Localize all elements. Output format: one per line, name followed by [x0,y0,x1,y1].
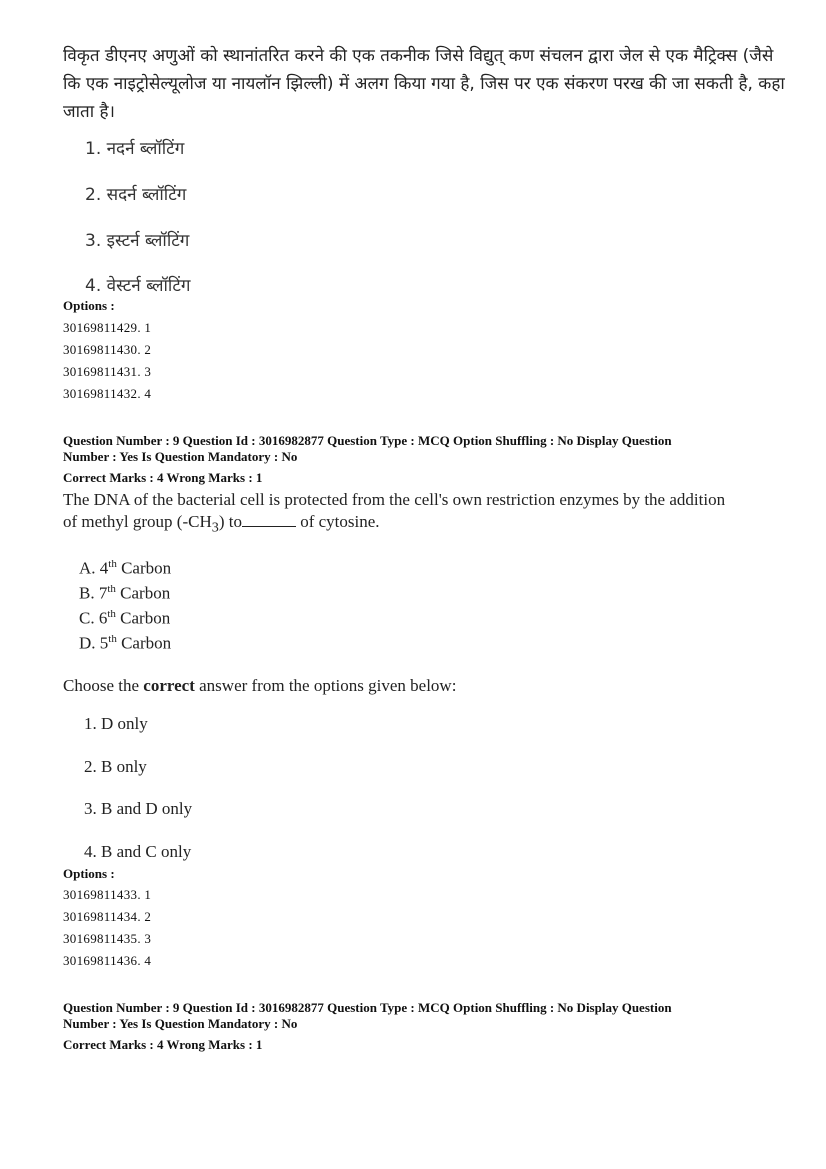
question-8-options-label: Options : [63,298,115,313]
question-8-choice-4: 4. वेस्टर्न ब्लॉटिंग [85,276,191,296]
choice-b-sup: th [107,583,116,595]
choice-c-sup: th [107,608,116,620]
question-9-option-id-1: 30169811433. 1 [63,887,152,902]
question-9-option-id-2: 30169811434. 2 [63,909,152,924]
question-9-choice-c [79,608,170,629]
choice-d-sup: th [108,633,117,645]
question-8-choice-1: 1. नदर्न ब्लॉटिंग [85,139,185,159]
choice-b-post: Carbon [115,583,171,603]
question-10-meta [63,1000,793,1032]
instruction-post: answer from the options given below: [194,676,457,695]
question-10-meta-line-1: Question Number : 9 Question Id : 3016982877 Question Type : MCQ Option Shuffling : No Display Question [63,1000,672,1015]
q9-text-post: of cytosine. [295,512,380,531]
question-9-option-id-4: 30169811436. 4 [63,953,152,968]
question-9-meta-line-2: Number : Yes Is Question Mandatory : No [63,449,298,464]
question-8-option-id-4: 30169811432. 4 [63,386,152,401]
choice-a-sup: th [108,558,117,570]
question-9-text [63,489,793,538]
question-9-marks: Correct Marks : 4 Wrong Marks : 1 [63,470,263,485]
question-9-choice-b [79,583,170,604]
question-8-choice-2: 2. सदर्न ब्लॉटिंग [85,185,187,205]
question-9-choice-d [79,633,171,654]
question-8-text: विकृत डीएनए अणुओं को स्थानांतरित करने की एक तकनीक जिसे विद्युत् कण संचलन द्वारा जेल से एक मैट्रिक्स (जैसे कि एक नाइट्रोसेल्यूलोज या नायलॉन झिल्ली) में अलग किया गया है, जिस पर एक संकरण परख की जा सकती है, कहा जाता है। [63,46,785,122]
question-9-answer-2: 2. B only [84,757,147,776]
choice-d-post: Carbon [116,633,172,653]
question-9-meta-line-1: Question Number : 9 Question Id : 3016982877 Question Type : MCQ Option Shuffling : No Display Question [63,433,672,448]
fill-in-blank [242,512,296,527]
question-9-text-line-2 [63,511,793,538]
choice-d-pre: D. 5 [79,633,109,653]
question-8-choice-3: 3. इस्टर्न ब्लॉटिंग [85,231,190,251]
choice-a-pre: A. 4 [79,558,109,578]
choice-c-pre: C. 6 [79,608,108,628]
question-9-options-label: Options : [63,866,115,881]
question-9-instruction [63,675,793,697]
question-10-marks: Correct Marks : 4 Wrong Marks : 1 [63,1037,263,1052]
question-9-choice-a [79,558,171,579]
choice-a-post: Carbon [116,558,172,578]
question-9-meta [63,433,793,465]
question-8-option-id-1: 30169811429. 1 [63,320,152,335]
question-10-meta-line-2: Number : Yes Is Question Mandatory : No [63,1016,298,1031]
q9-text-subscript: 3 [211,519,219,536]
question-9-answer-1: 1. D only [84,714,148,733]
question-9-text-line-1: The DNA of the bacterial cell is protected from the cell's own restriction enzymes by the addition [63,490,726,509]
q9-text-pre: of methyl group (-CH [63,512,212,531]
q9-text-mid: ) to [218,512,242,531]
choice-c-post: Carbon [115,608,171,628]
question-9-answer-4: 4. B and C only [84,842,192,861]
instruction-bold: correct [143,676,195,695]
instruction-pre: Choose the [63,676,144,695]
question-9-option-id-3: 30169811435. 3 [63,931,152,946]
question-8-option-id-2: 30169811430. 2 [63,342,152,357]
choice-b-pre: B. 7 [79,583,108,603]
question-8-option-id-3: 30169811431. 3 [63,364,152,379]
question-9-answer-3: 3. B and D only [84,799,193,818]
